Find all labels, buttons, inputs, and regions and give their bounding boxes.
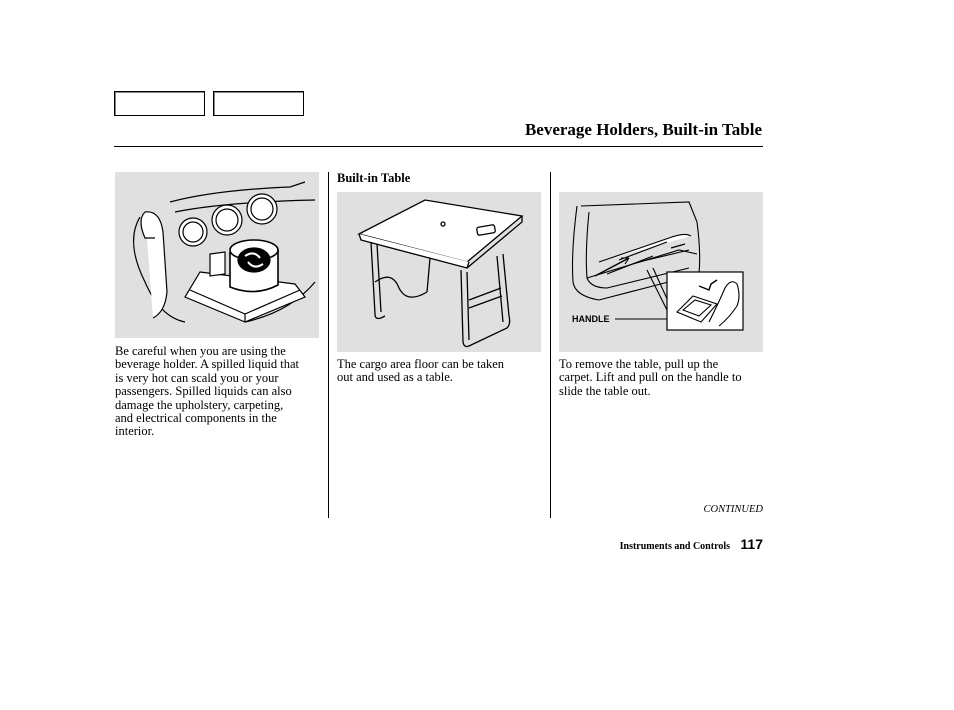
nav-button-next[interactable] <box>213 91 304 116</box>
page-title: Beverage Holders, Built-in Table <box>524 120 762 139</box>
column-divider-left <box>328 172 329 518</box>
footer-section-name: Instruments and Controls <box>619 541 730 552</box>
table-description-text: The cargo area floor can be taken out and used as a table. <box>337 357 505 385</box>
built-in-table-illustration <box>337 192 541 352</box>
table-handle-illustration <box>559 192 763 352</box>
handle-instruction-text: To remove the table, pull up the carpet. Lift and pull on the handle to slide the table out. <box>559 357 742 398</box>
handle-callout-label: HANDLE <box>572 314 610 324</box>
beverage-warning-text: Be careful when you are using the beverage holder. A spilled liquid that is very hot can scald you or your passengers. Spilled liquids can also damage the upholstery, carpeting, and electrical components in the interior. <box>115 344 299 439</box>
nav-button-previous[interactable] <box>114 91 205 116</box>
section-heading-built-in-table: Built-in Table <box>337 171 411 185</box>
title-divider <box>114 146 763 147</box>
column-divider-right <box>550 172 551 518</box>
beverage-holder-illustration <box>115 172 319 338</box>
continued-label: CONTINUED <box>703 504 763 515</box>
page-number: 117 <box>740 536 763 552</box>
